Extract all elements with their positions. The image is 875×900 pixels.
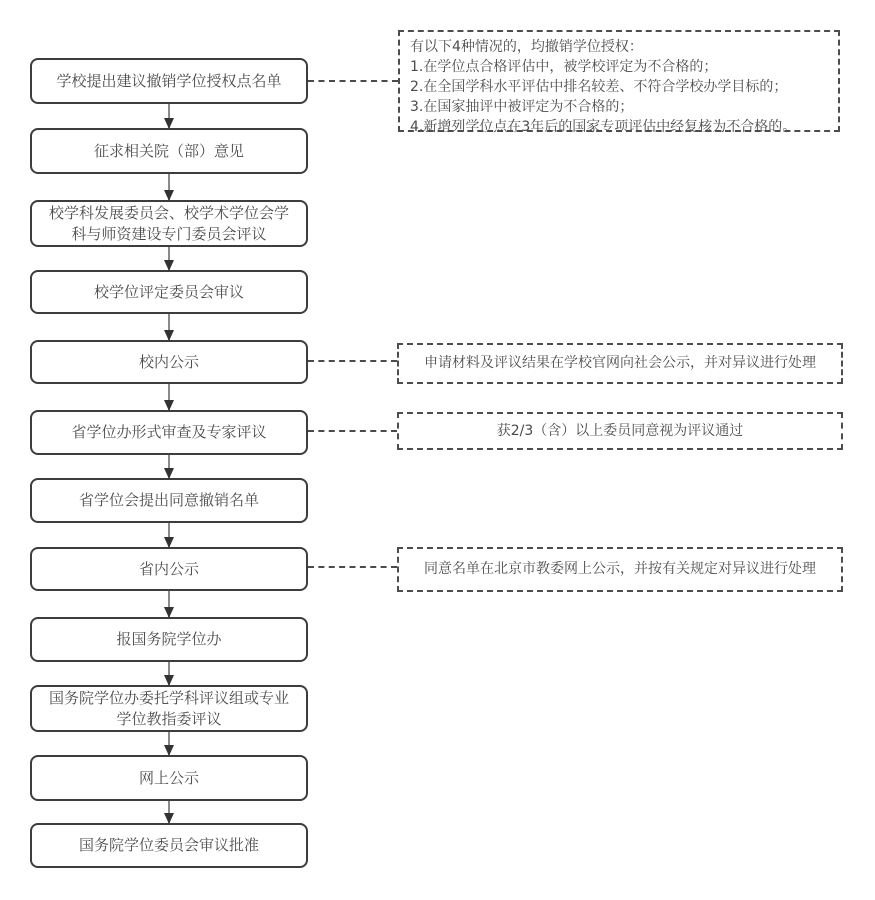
down-arrow-icon [168, 591, 170, 617]
dashed-connector [308, 360, 397, 362]
down-arrow-icon [168, 523, 170, 547]
flow-step-province-publicity: 省内公示 [30, 547, 308, 591]
flow-step-online-publicity: 网上公示 [30, 755, 308, 801]
flow-step-degree-committee: 校学位评定委员会审议 [30, 270, 308, 314]
note-line: 3.在国家抽评中被评定为不合格的； [410, 99, 634, 115]
flow-step-final-approval: 国务院学位委员会审议批准 [30, 823, 308, 868]
note-line: 1.在学位点合格评估中，被学校评定为不合格的； [410, 59, 718, 75]
down-arrow-icon [168, 104, 170, 128]
flow-step-state-office-review: 国务院学位办委托学科评议组或专业学位教指委评议 [30, 685, 308, 732]
flow-step-school-proposal: 学校提出建议撤销学位授权点名单 [30, 58, 308, 104]
down-arrow-icon [168, 247, 170, 270]
dashed-connector [308, 80, 398, 82]
flow-step-consult-faculty: 征求相关院（部）意见 [30, 128, 308, 174]
flow-step-provincial-review: 省学位办形式审查及专家评议 [30, 410, 308, 455]
note-campus-publicity: 申请材料及评议结果在学校官网向社会公示，并对异议进行处理 [397, 343, 843, 384]
note-line: 4.新增列学位点在3年后的国家专项评估中经复核为不合格的。 [410, 119, 797, 135]
note-two-thirds-rule: 获2/3（含）以上委员同意视为评议通过 [397, 412, 843, 450]
dashed-connector [308, 430, 397, 432]
down-arrow-icon [168, 801, 170, 823]
note-line: 2.在全国学科水平评估中排名较差、不符合学校办学目标的； [410, 79, 788, 95]
down-arrow-icon [168, 314, 170, 340]
down-arrow-icon [168, 455, 170, 478]
flow-step-report-state-office: 报国务院学位办 [30, 617, 308, 662]
down-arrow-icon [168, 662, 170, 685]
down-arrow-icon [168, 174, 170, 200]
flow-step-campus-publicity: 校内公示 [30, 340, 308, 384]
flow-step-committee-review: 校学科发展委员会、校学术学位会学科与师资建设专门委员会评议 [30, 200, 308, 247]
note-province-publicity: 同意名单在北京市教委网上公示，并按有关规定对异议进行处理 [397, 547, 843, 592]
note-revocation-conditions [398, 30, 840, 135]
note-line: 有以下4种情况的，均撤销学位授权： [410, 39, 643, 55]
flow-step-provincial-list: 省学位会提出同意撤销名单 [30, 478, 308, 523]
dashed-connector [308, 566, 397, 568]
down-arrow-icon [168, 384, 170, 410]
down-arrow-icon [168, 732, 170, 755]
